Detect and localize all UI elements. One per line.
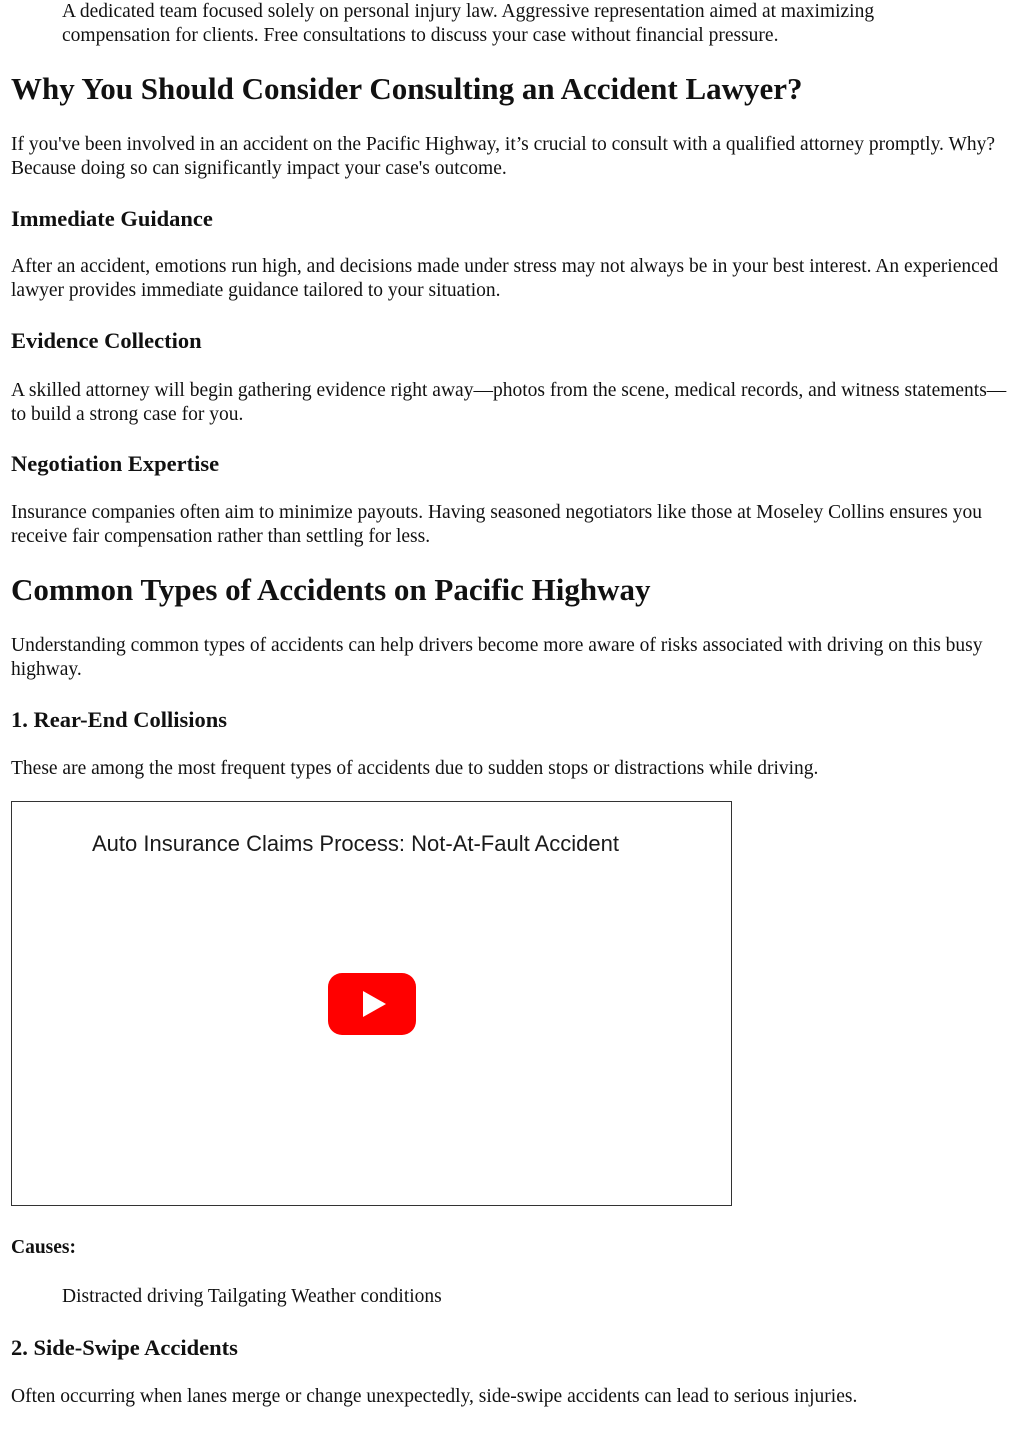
why-consult-heading: Why You Should Consider Consulting an Accident Lawyer?: [11, 71, 803, 106]
causes-list: Distracted driving Tailgating Weather conditions: [62, 1286, 442, 1307]
negotiation-expertise-heading: Negotiation Expertise: [11, 451, 220, 476]
immediate-guidance-heading: Immediate Guidance: [11, 206, 213, 231]
video-title[interactable]: Auto Insurance Claims Process: Not-At-Fault Accident: [92, 831, 619, 856]
youtube-play-button[interactable]: [328, 973, 416, 1035]
intro-tail-line-2: compensation for clients. Free consultations to discuss your case without financial pressure.: [62, 25, 779, 46]
side-swipe-text: Often occurring when lanes merge or change unexpectedly, side-swipe accidents can lead to serious injuries.: [11, 1386, 858, 1407]
side-swipe-heading: 2. Side-Swipe Accidents: [11, 1335, 238, 1360]
video-embed[interactable]: [11, 801, 732, 1206]
intro-tail-line-1: A dedicated team focused solely on personal injury law. Aggressive representation aimed at maximizing: [62, 1, 875, 22]
negotiation-expertise-text: Insurance companies often aim to minimize payouts. Having seasoned negotiators like those at Moseley Collins ensures you receive fair compensation rather than settling for less.: [11, 502, 982, 547]
common-accidents-paragraph: Understanding common types of accidents can help drivers become more aware of risks associated with driving on this busy highway.: [11, 635, 983, 680]
immediate-guidance-text: After an accident, emotions run high, and decisions made under stress may not always be in your best interest. An experienced lawyer provides immediate guidance tailored to your situation.: [11, 256, 999, 301]
rear-end-text: These are among the most frequent types of accidents due to sudden stops or distractions while driving.: [11, 758, 819, 779]
causes-label: Causes:: [11, 1237, 77, 1258]
play-icon[interactable]: [328, 973, 416, 1035]
why-consult-paragraph: If you've been involved in an accident on the Pacific Highway, it’s crucial to consult with a qualified attorney promptly. Why? Because doing so can significantly impact your case's outcome.: [11, 134, 996, 179]
rear-end-heading: 1. Rear-End Collisions: [11, 707, 228, 732]
common-accidents-heading: Common Types of Accidents on Pacific Highway: [11, 572, 651, 607]
evidence-collection-text: A skilled attorney will begin gathering evidence right away—photos from the scene, medical records, and witness statements—to build a strong case for you.: [11, 380, 1007, 425]
evidence-collection-heading: Evidence Collection: [11, 328, 202, 353]
